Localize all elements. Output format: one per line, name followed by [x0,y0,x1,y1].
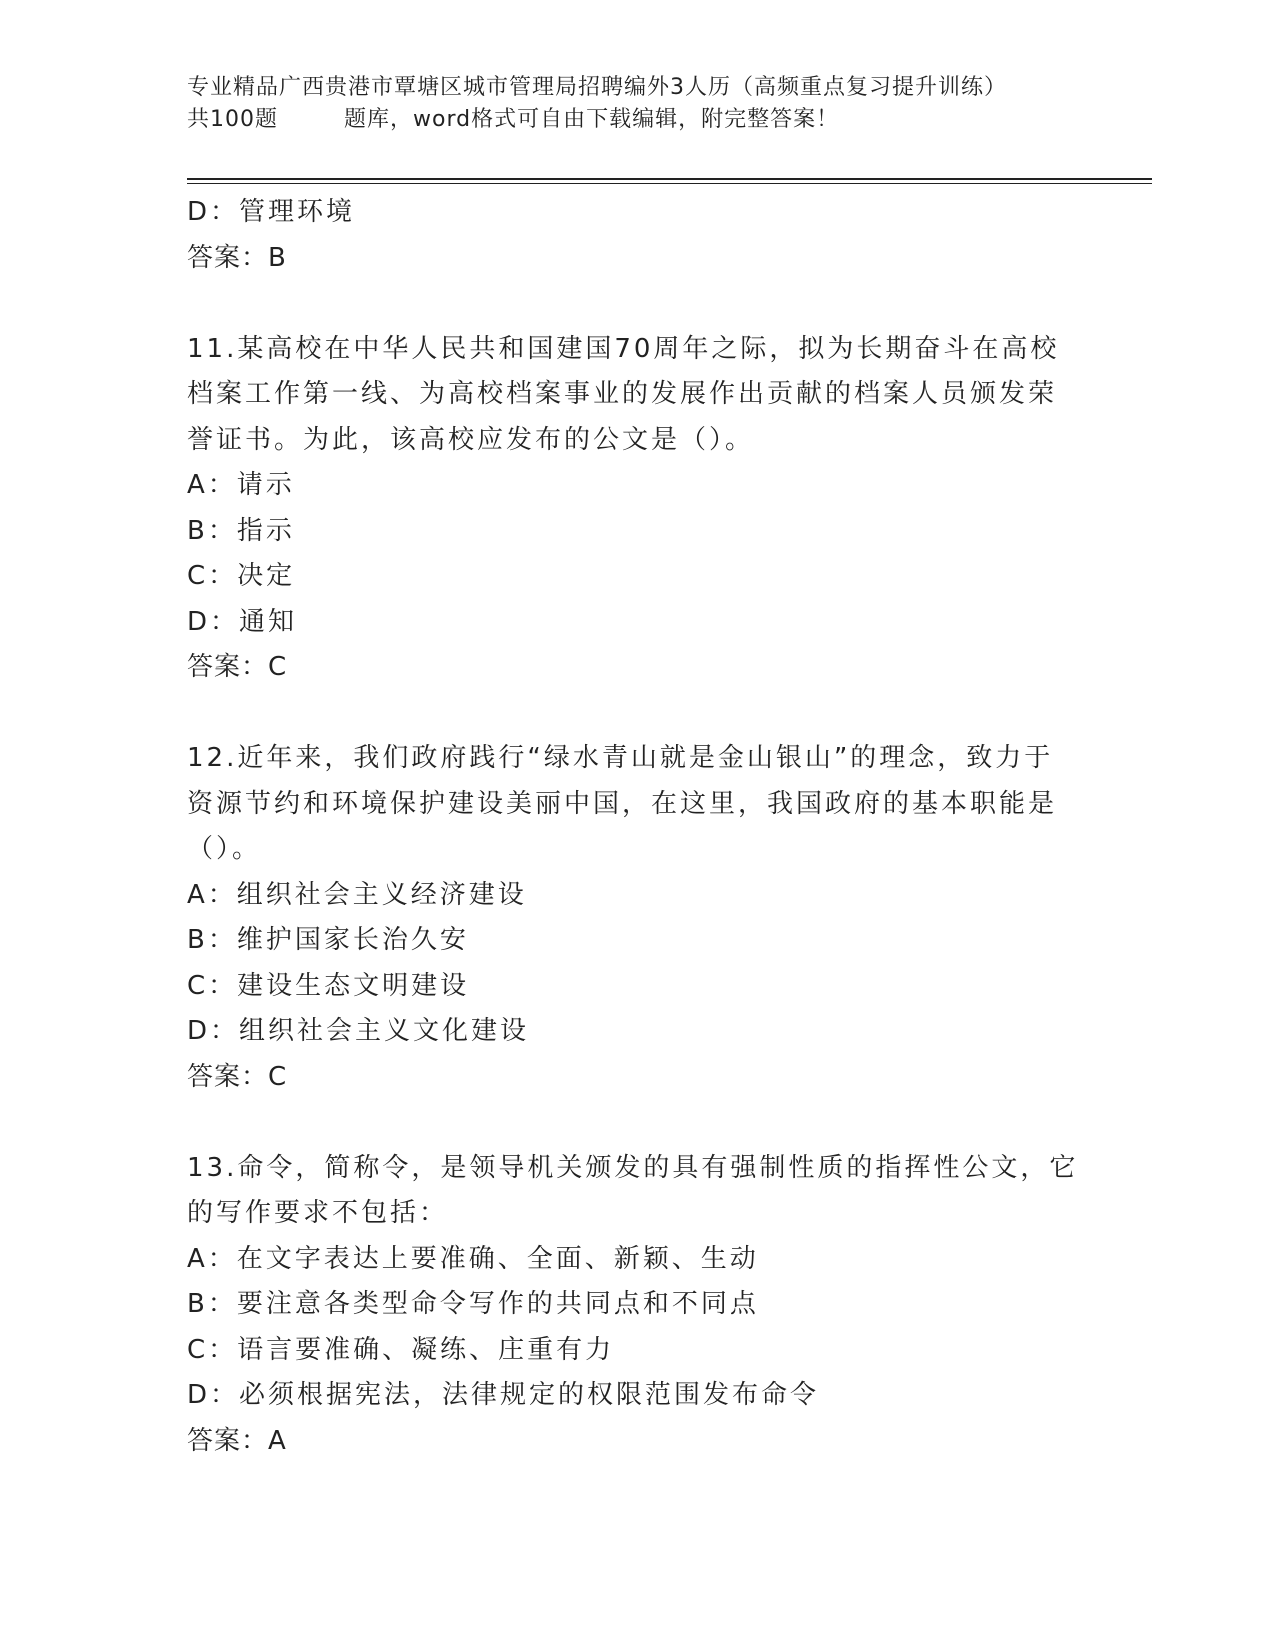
question-stem-line: 的写作要求不包括： [187,1198,449,1228]
question-stem-line: （）。 [187,834,262,864]
option-b: B：指示 [187,515,295,546]
option-a: A：组织社会主义经济建设 [187,879,527,910]
header-subtitle-line [187,104,1087,136]
question-stem-line: 档案工作第一线、为高校档案事业的发展作出贡献的档案人员颁发荣 [187,379,1058,409]
header-divider-thick [187,178,1152,180]
question-count: 共100题 [187,107,278,132]
question-stem-line: 资源节约和环境保护建设美丽中国，在这里，我国政府的基本职能是 [187,788,1058,819]
document-header [187,72,1087,136]
option-d: D：组织社会主义文化建设 [187,1016,530,1046]
option-d: D：通知 [187,606,298,637]
option-c: C：语言要准确、凝练、庄重有力 [187,1334,615,1365]
question-stem-line: 11.某高校在中华人民共和国建国70周年之际，拟为长期奋斗在高校 [187,333,1060,364]
question-list [187,190,1087,1464]
option-a: A：在文字表达上要准确、全面、新颖、生动 [187,1243,759,1274]
answer-line: 答案：C [187,652,288,682]
option-b: B：维护国家长治久安 [187,925,469,955]
option-b: B：要注意各类型命令写作的共同点和不同点 [187,1289,759,1319]
header-description: 题库，word格式可自由下载编辑，附完整答案！ [344,107,840,132]
question-11 [187,327,1087,691]
header-divider-thin [187,183,1152,184]
answer-line: 答案：A [187,1425,287,1456]
question-stem-line: 誉证书。为此，该高校应发布的公文是（）。 [187,424,755,455]
option-a: A：请示 [187,470,295,500]
option-d: D：必须根据宪法，法律规定的权限范围发布命令 [187,1380,820,1410]
question-12 [187,736,1087,1100]
previous-question-answer: 答案：B [187,242,287,273]
header-title-line: 专业精品广西贵港市覃塘区城市管理局招聘编外3人历（高频重点复习提升训练） [187,75,1007,100]
question-13 [187,1146,1087,1465]
answer-line: 答案：C [187,1061,288,1092]
previous-question-option-d: D：管理环境 [187,197,356,227]
option-c: C：决定 [187,561,296,591]
question-stem-line: 13.命令，简称令，是领导机关颁发的具有强制性质的指挥性公文，它 [187,1152,1079,1183]
option-c: C：建设生态文明建设 [187,970,470,1001]
question-stem-line: 12.近年来，我们政府践行“绿水青山就是金山银山”的理念，致力于 [187,743,1054,773]
